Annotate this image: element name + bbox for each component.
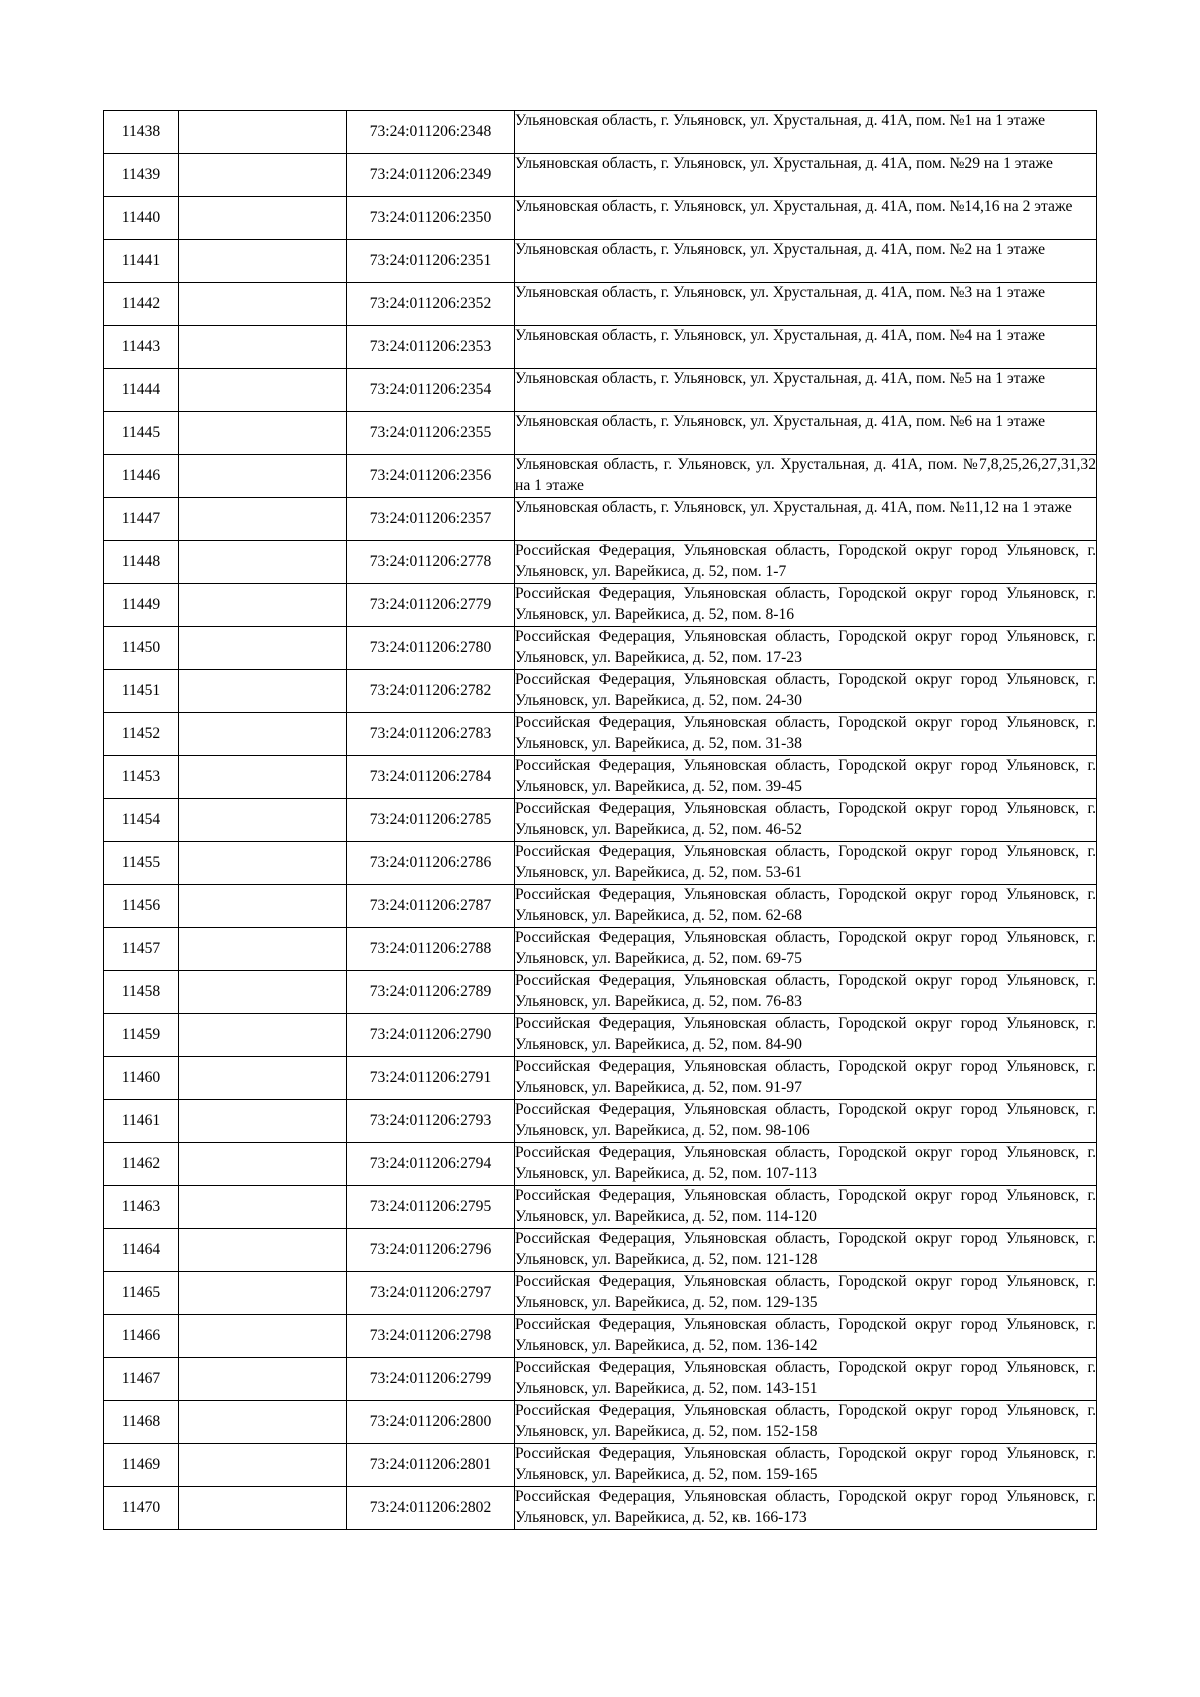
row-number-cell: 11441 bbox=[104, 240, 179, 283]
empty-cell bbox=[179, 197, 347, 240]
address-cell: Российская Федерация, Ульяновская область, Городской округ город Ульяновск, г. Ульяновск, ул. Варейкиса, д. 52, пом. 91-97 bbox=[515, 1057, 1097, 1100]
registry-table bbox=[103, 110, 1097, 1530]
empty-cell bbox=[179, 842, 347, 885]
address-cell: Российская Федерация, Ульяновская область, Городской округ город Ульяновск, г. Ульяновск, ул. Варейкиса, д. 52, пом. 62-68 bbox=[515, 885, 1097, 928]
table-row bbox=[104, 584, 1097, 627]
row-number-cell: 11459 bbox=[104, 1014, 179, 1057]
address-cell: Ульяновская область, г. Ульяновск, ул. Хрустальная, д. 41А, пом. №6 на 1 этаже bbox=[515, 412, 1097, 455]
address-cell: Ульяновская область, г. Ульяновск, ул. Хрустальная, д. 41А, пом. №1 на 1 этаже bbox=[515, 111, 1097, 154]
table-row bbox=[104, 799, 1097, 842]
empty-cell bbox=[179, 455, 347, 498]
cadastral-number-cell: 73:24:011206:2794 bbox=[347, 1143, 515, 1186]
cadastral-number-cell: 73:24:011206:2802 bbox=[347, 1487, 515, 1530]
row-number-cell: 11439 bbox=[104, 154, 179, 197]
address-cell: Российская Федерация, Ульяновская область, Городской округ город Ульяновск, г. Ульяновск, ул. Варейкиса, д. 52, пом. 53-61 bbox=[515, 842, 1097, 885]
table-row bbox=[104, 1057, 1097, 1100]
row-number-cell: 11464 bbox=[104, 1229, 179, 1272]
table-row bbox=[104, 541, 1097, 584]
table-row bbox=[104, 1487, 1097, 1530]
cadastral-number-cell: 73:24:011206:2798 bbox=[347, 1315, 515, 1358]
table-row bbox=[104, 1358, 1097, 1401]
address-cell: Российская Федерация, Ульяновская область, Городской округ город Ульяновск, г. Ульяновск, ул. Варейкиса, д. 52, пом. 121-128 bbox=[515, 1229, 1097, 1272]
address-cell: Российская Федерация, Ульяновская область, Городской округ город Ульяновск, г. Ульяновск, ул. Варейкиса, д. 52, пом. 84-90 bbox=[515, 1014, 1097, 1057]
table-row bbox=[104, 842, 1097, 885]
row-number-cell: 11468 bbox=[104, 1401, 179, 1444]
table-row bbox=[104, 756, 1097, 799]
row-number-cell: 11457 bbox=[104, 928, 179, 971]
empty-cell bbox=[179, 1014, 347, 1057]
empty-cell bbox=[179, 928, 347, 971]
table-row bbox=[104, 1315, 1097, 1358]
row-number-cell: 11446 bbox=[104, 455, 179, 498]
address-cell: Ульяновская область, г. Ульяновск, ул. Хрустальная, д. 41А, пом. №7,8,25,26,27,31,32 на 1 этаже bbox=[515, 455, 1097, 498]
address-cell: Ульяновская область, г. Ульяновск, ул. Хрустальная, д. 41А, пом. №4 на 1 этаже bbox=[515, 326, 1097, 369]
row-number-cell: 11469 bbox=[104, 1444, 179, 1487]
table-row bbox=[104, 928, 1097, 971]
address-cell: Российская Федерация, Ульяновская область, Городской округ город Ульяновск, г. Ульяновск, ул. Варейкиса, д. 52, пом. 114-120 bbox=[515, 1186, 1097, 1229]
cadastral-number-cell: 73:24:011206:2784 bbox=[347, 756, 515, 799]
address-cell: Российская Федерация, Ульяновская область, Городской округ город Ульяновск, г. Ульяновск, ул. Варейкиса, д. 52, пом. 143-151 bbox=[515, 1358, 1097, 1401]
cadastral-number-cell: 73:24:011206:2787 bbox=[347, 885, 515, 928]
cadastral-number-cell: 73:24:011206:2795 bbox=[347, 1186, 515, 1229]
address-cell: Российская Федерация, Ульяновская область, Городской округ город Ульяновск, г. Ульяновск, ул. Варейкиса, д. 52, пом. 129-135 bbox=[515, 1272, 1097, 1315]
cadastral-number-cell: 73:24:011206:2780 bbox=[347, 627, 515, 670]
address-cell: Российская Федерация, Ульяновская область, Городской округ город Ульяновск, г. Ульяновск, ул. Варейкиса, д. 52, пом. 1-7 bbox=[515, 541, 1097, 584]
table-row bbox=[104, 1444, 1097, 1487]
address-cell: Российская Федерация, Ульяновская область, Городской округ город Ульяновск, г. Ульяновск, ул. Варейкиса, д. 52, пом. 46-52 bbox=[515, 799, 1097, 842]
cadastral-number-cell: 73:24:011206:2348 bbox=[347, 111, 515, 154]
cadastral-number-cell: 73:24:011206:2799 bbox=[347, 1358, 515, 1401]
row-number-cell: 11452 bbox=[104, 713, 179, 756]
empty-cell bbox=[179, 1272, 347, 1315]
cadastral-number-cell: 73:24:011206:2797 bbox=[347, 1272, 515, 1315]
row-number-cell: 11450 bbox=[104, 627, 179, 670]
cadastral-number-cell: 73:24:011206:2354 bbox=[347, 369, 515, 412]
table-row bbox=[104, 1401, 1097, 1444]
cadastral-number-cell: 73:24:011206:2790 bbox=[347, 1014, 515, 1057]
address-cell: Российская Федерация, Ульяновская область, Городской округ город Ульяновск, г. Ульяновск, ул. Варейкиса, д. 52, пом. 69-75 bbox=[515, 928, 1097, 971]
address-cell: Ульяновская область, г. Ульяновск, ул. Хрустальная, д. 41А, пом. №3 на 1 этаже bbox=[515, 283, 1097, 326]
row-number-cell: 11451 bbox=[104, 670, 179, 713]
table-row bbox=[104, 627, 1097, 670]
cadastral-number-cell: 73:24:011206:2788 bbox=[347, 928, 515, 971]
address-cell: Ульяновская область, г. Ульяновск, ул. Хрустальная, д. 41А, пом. №14,16 на 2 этаже bbox=[515, 197, 1097, 240]
cadastral-number-cell: 73:24:011206:2800 bbox=[347, 1401, 515, 1444]
cadastral-number-cell: 73:24:011206:2350 bbox=[347, 197, 515, 240]
empty-cell bbox=[179, 369, 347, 412]
row-number-cell: 11455 bbox=[104, 842, 179, 885]
empty-cell bbox=[179, 1100, 347, 1143]
row-number-cell: 11460 bbox=[104, 1057, 179, 1100]
address-cell: Ульяновская область, г. Ульяновск, ул. Хрустальная, д. 41А, пом. №11,12 на 1 этаже bbox=[515, 498, 1097, 541]
row-number-cell: 11456 bbox=[104, 885, 179, 928]
address-cell: Российская Федерация, Ульяновская область, Городской округ город Ульяновск, г. Ульяновск, ул. Варейкиса, д. 52, пом. 8-16 bbox=[515, 584, 1097, 627]
table-row bbox=[104, 412, 1097, 455]
empty-cell bbox=[179, 1401, 347, 1444]
row-number-cell: 11448 bbox=[104, 541, 179, 584]
empty-cell bbox=[179, 1186, 347, 1229]
empty-cell bbox=[179, 713, 347, 756]
address-cell: Российская Федерация, Ульяновская область, Городской округ город Ульяновск, г. Ульяновск, ул. Варейкиса, д. 52, пом. 39-45 bbox=[515, 756, 1097, 799]
row-number-cell: 11444 bbox=[104, 369, 179, 412]
row-number-cell: 11458 bbox=[104, 971, 179, 1014]
row-number-cell: 11466 bbox=[104, 1315, 179, 1358]
row-number-cell: 11447 bbox=[104, 498, 179, 541]
empty-cell bbox=[179, 627, 347, 670]
cadastral-number-cell: 73:24:011206:2782 bbox=[347, 670, 515, 713]
address-cell: Российская Федерация, Ульяновская область, Городской округ город Ульяновск, г. Ульяновск, ул. Варейкиса, д. 52, пом. 76-83 bbox=[515, 971, 1097, 1014]
row-number-cell: 11467 bbox=[104, 1358, 179, 1401]
registry-body bbox=[104, 111, 1097, 1530]
table-row bbox=[104, 1272, 1097, 1315]
row-number-cell: 11461 bbox=[104, 1100, 179, 1143]
table-row bbox=[104, 498, 1097, 541]
table-row bbox=[104, 713, 1097, 756]
empty-cell bbox=[179, 1315, 347, 1358]
empty-cell bbox=[179, 541, 347, 584]
row-number-cell: 11440 bbox=[104, 197, 179, 240]
row-number-cell: 11465 bbox=[104, 1272, 179, 1315]
cadastral-number-cell: 73:24:011206:2789 bbox=[347, 971, 515, 1014]
table-row bbox=[104, 1014, 1097, 1057]
row-number-cell: 11442 bbox=[104, 283, 179, 326]
row-number-cell: 11445 bbox=[104, 412, 179, 455]
cadastral-number-cell: 73:24:011206:2796 bbox=[347, 1229, 515, 1272]
table-row bbox=[104, 326, 1097, 369]
empty-cell bbox=[179, 1229, 347, 1272]
address-cell: Российская Федерация, Ульяновская область, Городской округ город Ульяновск, г. Ульяновск, ул. Варейкиса, д. 52, пом. 136-142 bbox=[515, 1315, 1097, 1358]
empty-cell bbox=[179, 240, 347, 283]
empty-cell bbox=[179, 756, 347, 799]
address-cell: Ульяновская область, г. Ульяновск, ул. Хрустальная, д. 41А, пом. №29 на 1 этаже bbox=[515, 154, 1097, 197]
table-row bbox=[104, 154, 1097, 197]
empty-cell bbox=[179, 885, 347, 928]
table-row bbox=[104, 197, 1097, 240]
cadastral-number-cell: 73:24:011206:2786 bbox=[347, 842, 515, 885]
row-number-cell: 11449 bbox=[104, 584, 179, 627]
address-cell: Российская Федерация, Ульяновская область, Городской округ город Ульяновск, г. Ульяновск, ул. Варейкиса, д. 52, пом. 159-165 bbox=[515, 1444, 1097, 1487]
empty-cell bbox=[179, 283, 347, 326]
row-number-cell: 11470 bbox=[104, 1487, 179, 1530]
table-row bbox=[104, 670, 1097, 713]
address-cell: Российская Федерация, Ульяновская область, Городской округ город Ульяновск, г. Ульяновск, ул. Варейкиса, д. 52, пом. 24-30 bbox=[515, 670, 1097, 713]
table-row bbox=[104, 455, 1097, 498]
cadastral-number-cell: 73:24:011206:2355 bbox=[347, 412, 515, 455]
empty-cell bbox=[179, 971, 347, 1014]
table-row bbox=[104, 1186, 1097, 1229]
cadastral-number-cell: 73:24:011206:2801 bbox=[347, 1444, 515, 1487]
cadastral-number-cell: 73:24:011206:2349 bbox=[347, 154, 515, 197]
address-cell: Российская Федерация, Ульяновская область, Городской округ город Ульяновск, г. Ульяновск, ул. Варейкиса, д. 52, кв. 166-173 bbox=[515, 1487, 1097, 1530]
row-number-cell: 11443 bbox=[104, 326, 179, 369]
empty-cell bbox=[179, 326, 347, 369]
cadastral-number-cell: 73:24:011206:2778 bbox=[347, 541, 515, 584]
address-cell: Российская Федерация, Ульяновская область, Городской округ город Ульяновск, г. Ульяновск, ул. Варейкиса, д. 52, пом. 17-23 bbox=[515, 627, 1097, 670]
table-row bbox=[104, 240, 1097, 283]
table-row bbox=[104, 369, 1097, 412]
empty-cell bbox=[179, 1057, 347, 1100]
row-number-cell: 11463 bbox=[104, 1186, 179, 1229]
address-cell: Российская Федерация, Ульяновская область, Городской округ город Ульяновск, г. Ульяновск, ул. Варейкиса, д. 52, пом. 98-106 bbox=[515, 1100, 1097, 1143]
row-number-cell: 11453 bbox=[104, 756, 179, 799]
cadastral-number-cell: 73:24:011206:2785 bbox=[347, 799, 515, 842]
cadastral-number-cell: 73:24:011206:2351 bbox=[347, 240, 515, 283]
cadastral-number-cell: 73:24:011206:2357 bbox=[347, 498, 515, 541]
empty-cell bbox=[179, 1143, 347, 1186]
row-number-cell: 11438 bbox=[104, 111, 179, 154]
cadastral-number-cell: 73:24:011206:2779 bbox=[347, 584, 515, 627]
empty-cell bbox=[179, 1487, 347, 1530]
address-cell: Российская Федерация, Ульяновская область, Городской округ город Ульяновск, г. Ульяновск, ул. Варейкиса, д. 52, пом. 152-158 bbox=[515, 1401, 1097, 1444]
address-cell: Российская Федерация, Ульяновская область, Городской округ город Ульяновск, г. Ульяновск, ул. Варейкиса, д. 52, пом. 31-38 bbox=[515, 713, 1097, 756]
empty-cell bbox=[179, 498, 347, 541]
cadastral-number-cell: 73:24:011206:2793 bbox=[347, 1100, 515, 1143]
table-row bbox=[104, 1229, 1097, 1272]
empty-cell bbox=[179, 111, 347, 154]
address-cell: Ульяновская область, г. Ульяновск, ул. Хрустальная, д. 41А, пом. №5 на 1 этаже bbox=[515, 369, 1097, 412]
table-row bbox=[104, 111, 1097, 154]
cadastral-number-cell: 73:24:011206:2353 bbox=[347, 326, 515, 369]
row-number-cell: 11462 bbox=[104, 1143, 179, 1186]
empty-cell bbox=[179, 799, 347, 842]
empty-cell bbox=[179, 1444, 347, 1487]
cadastral-number-cell: 73:24:011206:2791 bbox=[347, 1057, 515, 1100]
empty-cell bbox=[179, 1358, 347, 1401]
table-row bbox=[104, 1100, 1097, 1143]
table-row bbox=[104, 283, 1097, 326]
empty-cell bbox=[179, 670, 347, 713]
cadastral-number-cell: 73:24:011206:2783 bbox=[347, 713, 515, 756]
table-row bbox=[104, 971, 1097, 1014]
cadastral-number-cell: 73:24:011206:2352 bbox=[347, 283, 515, 326]
empty-cell bbox=[179, 584, 347, 627]
address-cell: Ульяновская область, г. Ульяновск, ул. Хрустальная, д. 41А, пом. №2 на 1 этаже bbox=[515, 240, 1097, 283]
empty-cell bbox=[179, 154, 347, 197]
table-row bbox=[104, 1143, 1097, 1186]
cadastral-number-cell: 73:24:011206:2356 bbox=[347, 455, 515, 498]
address-cell: Российская Федерация, Ульяновская область, Городской округ город Ульяновск, г. Ульяновск, ул. Варейкиса, д. 52, пом. 107-113 bbox=[515, 1143, 1097, 1186]
empty-cell bbox=[179, 412, 347, 455]
row-number-cell: 11454 bbox=[104, 799, 179, 842]
table-row bbox=[104, 885, 1097, 928]
